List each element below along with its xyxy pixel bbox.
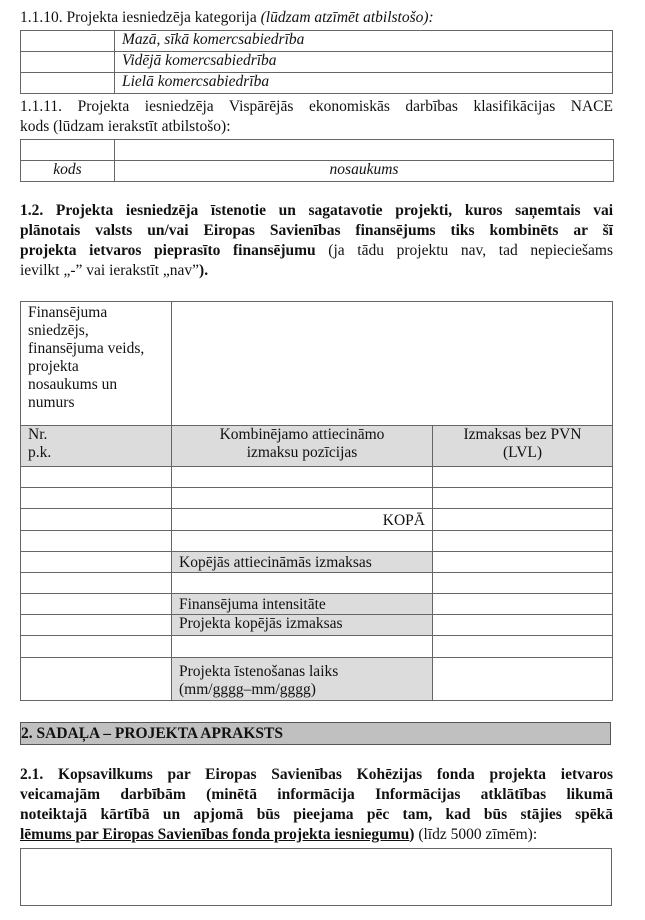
question-number: 1.1.10. — [20, 9, 63, 26]
total-eligible-costs-label: Kopējās attiecināmās izmaksas — [172, 552, 433, 573]
question-1-1-11-line2: kods (lūdzam ierakstīt atbilstošo): — [20, 118, 231, 135]
table-row — [21, 531, 613, 552]
question-2-1-line4: lēmums par Eiropas Savienības fonda projekta iesniegumu) (līdz 5000 zīmēm): — [20, 826, 538, 843]
nace-input-row — [21, 140, 614, 161]
category-row-medium — [21, 52, 613, 73]
row-nr-cell[interactable] — [21, 658, 172, 701]
category-row-small — [21, 31, 613, 52]
funding-intensity-label: Finansējuma intensitāte — [172, 594, 433, 615]
total-cost-cell[interactable] — [433, 509, 613, 531]
funding-header-row — [21, 426, 613, 467]
question-2-1-line3: noteiktajā kārtībā un apjomā būs pieejama pēc tam, kad būs stājies spēkā — [20, 806, 613, 823]
row-nr-cell[interactable] — [21, 531, 172, 552]
row-nr-cell[interactable] — [21, 467, 172, 488]
row-position-cell[interactable] — [172, 636, 433, 658]
row-position-cell[interactable] — [172, 573, 433, 594]
nace-label-row — [21, 161, 614, 182]
nace-name-input[interactable] — [115, 140, 614, 161]
row-position-cell[interactable] — [172, 467, 433, 488]
project-total-costs-row — [21, 615, 613, 636]
implementation-period-value[interactable] — [433, 658, 613, 701]
project-total-costs-value[interactable] — [433, 615, 613, 636]
implementation-period-row — [21, 658, 613, 701]
nace-name-label: nosaukums — [115, 161, 614, 182]
row-cost-cell[interactable] — [433, 573, 613, 594]
table-row — [21, 488, 613, 509]
header-nr: Nr. p.k. — [21, 426, 172, 467]
question-1-2-line2: plānotais valsts un/vai Eiropas Savienības finansējums tiks kombinēts ar šī — [20, 222, 613, 239]
question-hint: (lūdzam atzīmēt atbilstošo): — [260, 9, 434, 26]
company-category-table — [20, 30, 613, 94]
total-label: KOPĀ — [172, 509, 433, 531]
row-cost-cell[interactable] — [433, 531, 613, 552]
question-1-2-line4: ievilkt „-” vai ierakstīt „nav”). — [20, 262, 209, 279]
row-cost-cell[interactable] — [433, 636, 613, 658]
nace-code-input[interactable] — [21, 140, 115, 161]
funding-intensity-row — [21, 594, 613, 615]
nace-code-table — [20, 139, 614, 182]
category-label-small: Mazā, sīkā komercsabiedrība — [115, 31, 613, 52]
question-1-1-11-line1: 1.1.11. Projekta iesniedzēja Vispārējās ekonomiskās darbības klasifikācijas NACE — [20, 98, 613, 115]
funding-provider-input[interactable] — [172, 302, 613, 426]
header-cost: Izmaksas bez PVN (LVL) — [433, 426, 613, 467]
header-positions: Kombinējamo attiecināmo izmaksu pozīcijas — [172, 426, 433, 467]
category-label-large: Lielā komercsabiedrība — [115, 73, 613, 94]
row-cost-cell[interactable] — [433, 488, 613, 509]
question-2-1-line2: veicamajām darbībām (minētā informācija Informācijas atklātības likumā — [20, 786, 613, 803]
table-row — [21, 467, 613, 488]
total-eligible-costs-row — [21, 552, 613, 573]
category-row-large — [21, 73, 613, 94]
implementation-period-label: Projekta īstenošanas laiks (mm/gggg–mm/gggg) — [172, 658, 433, 701]
row-nr-cell[interactable] — [21, 615, 172, 636]
row-position-cell[interactable] — [172, 488, 433, 509]
question-1-1-10-label — [20, 9, 434, 27]
row-nr-cell[interactable] — [21, 552, 172, 573]
row-nr-cell[interactable] — [21, 509, 172, 531]
category-checkbox-medium[interactable] — [21, 52, 115, 73]
funding-combination-table — [20, 301, 613, 701]
nace-code-label: kods — [21, 161, 115, 182]
question-1-2-line1: 1.2. Projekta iesniedzēja īstenotie un sagatavotie projekti, kuros saņemtais vai — [20, 202, 613, 219]
category-checkbox-small[interactable] — [21, 31, 115, 52]
table-row — [21, 636, 613, 658]
total-row — [21, 509, 613, 531]
row-nr-cell[interactable] — [21, 488, 172, 509]
funding-intensity-value[interactable] — [433, 594, 613, 615]
question-2-1-line1: 2.1. Kopsavilkums par Eiropas Savienības Kohēzijas fonda projekta ietvaros — [20, 766, 613, 783]
summary-textarea[interactable] — [20, 848, 612, 906]
table-row — [21, 573, 613, 594]
row-nr-cell[interactable] — [21, 636, 172, 658]
row-nr-cell[interactable] — [21, 573, 172, 594]
question-1-2-line3: projekta ietvaros pieprasīto finansējumu (ja tādu projektu nav, tad nepieciešams — [20, 242, 613, 259]
funding-provider-row — [21, 302, 613, 426]
question-text: Projekta iesniedzēja kategorija — [66, 9, 257, 26]
section-2-header: 2. SADAĻA – PROJEKTA APRAKSTS — [20, 722, 611, 745]
funding-provider-label: Finansējuma sniedzējs, finansējuma veids, projekta nosaukums un numurs — [21, 302, 172, 426]
row-cost-cell[interactable] — [433, 467, 613, 488]
row-nr-cell[interactable] — [21, 594, 172, 615]
row-position-cell[interactable] — [172, 531, 433, 552]
project-total-costs-label: Projekta kopējās izmaksas — [172, 615, 433, 636]
category-checkbox-large[interactable] — [21, 73, 115, 94]
category-label-medium: Vidējā komercsabiedrība — [115, 52, 613, 73]
total-eligible-costs-value[interactable] — [433, 552, 613, 573]
